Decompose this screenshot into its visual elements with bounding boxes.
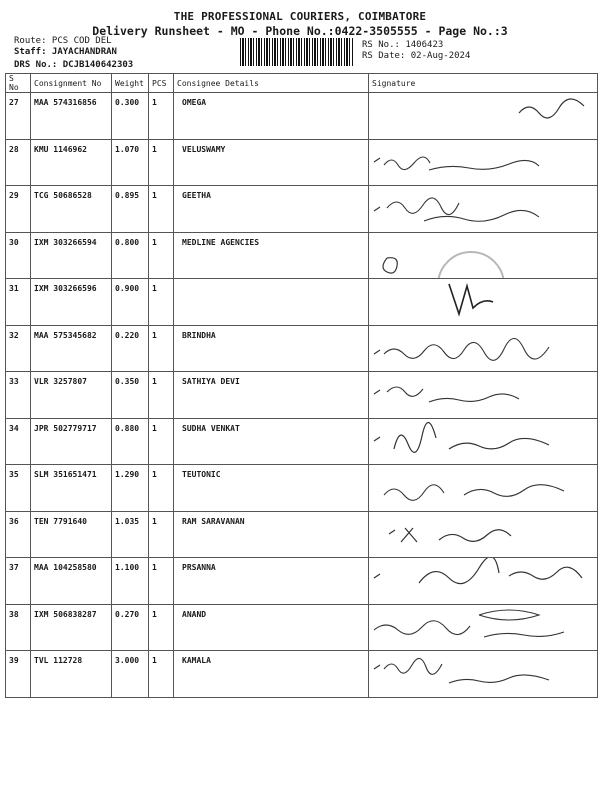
table-row — [6, 651, 598, 698]
table-row — [6, 93, 598, 140]
company-title: THE PROFESSIONAL COURIERS, COIMBATORE — [173, 10, 427, 23]
pcs: 1 — [149, 232, 174, 279]
signature-cell — [369, 558, 598, 605]
consignee: RAM SARAVANAN — [174, 511, 369, 558]
barcode — [240, 38, 354, 66]
signature-cell — [369, 186, 598, 233]
signature-scribble — [369, 465, 598, 510]
consignment-no: IXM 303266596 — [31, 279, 112, 326]
runsheet-subtitle: Delivery Runsheet - MO - Phone No.:0422-3505555 - Page No.:3 — [92, 24, 508, 38]
col-sno: S No — [6, 74, 31, 93]
col-consignee: Consignee Details — [174, 74, 369, 93]
consignment-no: TEN 7791640 — [31, 511, 112, 558]
sno: 31 — [6, 279, 31, 326]
pcs: 1 — [149, 93, 174, 140]
consignee: TEUTONIC — [174, 465, 369, 512]
weight: 1.290 — [112, 465, 149, 512]
weight: 0.350 — [112, 372, 149, 419]
consignee: MEDLINE AGENCIES — [174, 232, 369, 279]
signature-cell — [369, 279, 598, 326]
sno: 29 — [6, 186, 31, 233]
staff-label: Staff: JAYACHANDRAN — [14, 47, 117, 57]
signature-cell — [369, 465, 598, 512]
consignment-no: MAA 104258580 — [31, 558, 112, 605]
weight: 1.100 — [112, 558, 149, 605]
runsheet-table — [5, 73, 598, 698]
sno: 30 — [6, 232, 31, 279]
signature-cell — [369, 93, 598, 140]
sno: 33 — [6, 372, 31, 419]
consignee — [174, 279, 369, 326]
consignee: BRINDHA — [174, 325, 369, 372]
pcs: 1 — [149, 465, 174, 512]
consignment-no: IXM 506838287 — [31, 604, 112, 651]
consignee: OMEGA — [174, 93, 369, 140]
sno: 34 — [6, 418, 31, 465]
consignee: SUDHA VENKAT — [174, 418, 369, 465]
sno: 37 — [6, 558, 31, 605]
signature-cell — [369, 139, 598, 186]
signature-scribble — [369, 93, 598, 138]
route-label: Route: PCS COD DEL — [14, 36, 112, 46]
pcs: 1 — [149, 558, 174, 605]
sno: 38 — [6, 604, 31, 651]
col-pcs: PCS — [149, 74, 174, 93]
pcs: 1 — [149, 604, 174, 651]
signature-cell — [369, 325, 598, 372]
consignee: SATHIYA DEVI — [174, 372, 369, 419]
signature-cell — [369, 418, 598, 465]
consignment-no: TCG 50686528 — [31, 186, 112, 233]
signature-scribble — [369, 558, 598, 603]
signature-scribble — [369, 419, 598, 464]
table-row — [6, 465, 598, 512]
col-weight: Weight — [112, 74, 149, 93]
pcs: 1 — [149, 325, 174, 372]
table-row — [6, 279, 598, 326]
table-row — [6, 186, 598, 233]
consignment-no: MAA 574316856 — [31, 93, 112, 140]
signature-scribble — [369, 605, 598, 650]
drs-number: DRS No.: DCJB140642303 — [14, 60, 134, 70]
pcs: 1 — [149, 372, 174, 419]
consignment-no: SLM 351651471 — [31, 465, 112, 512]
sno: 32 — [6, 325, 31, 372]
weight: 1.035 — [112, 511, 149, 558]
weight: 0.270 — [112, 604, 149, 651]
table-header-row — [6, 74, 598, 93]
sno: 35 — [6, 465, 31, 512]
pcs: 1 — [149, 651, 174, 698]
weight: 1.070 — [112, 139, 149, 186]
col-signature: Signature — [369, 74, 598, 93]
rs-number: RS No.: 1406423 — [362, 40, 444, 50]
table-row — [6, 325, 598, 372]
pcs: 1 — [149, 511, 174, 558]
consignee: ANAND — [174, 604, 369, 651]
consignment-no: VLR 3257807 — [31, 372, 112, 419]
sno: 39 — [6, 651, 31, 698]
weight: 0.800 — [112, 232, 149, 279]
signature-scribble — [369, 279, 598, 324]
signature-cell — [369, 511, 598, 558]
sno: 36 — [6, 511, 31, 558]
signature-cell — [369, 604, 598, 651]
col-consignment: Consignment No — [31, 74, 112, 93]
table-row — [6, 139, 598, 186]
weight: 0.880 — [112, 418, 149, 465]
signature-cell — [369, 372, 598, 419]
pcs: 1 — [149, 279, 174, 326]
consignee: GEETHA — [174, 186, 369, 233]
consignment-no: MAA 575345682 — [31, 325, 112, 372]
pcs: 1 — [149, 186, 174, 233]
table-row — [6, 418, 598, 465]
signature-scribble — [369, 512, 598, 557]
signature-scribble — [369, 651, 598, 696]
table-row — [6, 232, 598, 279]
weight: 0.300 — [112, 93, 149, 140]
consignment-no: KMU 1146962 — [31, 139, 112, 186]
weight: 3.000 — [112, 651, 149, 698]
signature-scribble — [369, 326, 598, 371]
weight: 0.895 — [112, 186, 149, 233]
signature-cell — [369, 651, 598, 698]
table-row — [6, 558, 598, 605]
signature-scribble — [369, 186, 598, 231]
consignment-no: JPR 502779717 — [31, 418, 112, 465]
signature-cell — [369, 232, 598, 279]
consignee: VELUSWAMY — [174, 139, 369, 186]
consignee: PRSANNA — [174, 558, 369, 605]
consignment-no: TVL 112728 — [31, 651, 112, 698]
pcs: 1 — [149, 418, 174, 465]
sno: 27 — [6, 93, 31, 140]
table-row — [6, 511, 598, 558]
pcs: 1 — [149, 139, 174, 186]
consignment-no: IXM 303266594 — [31, 232, 112, 279]
table-row — [6, 604, 598, 651]
rs-date: RS Date: 02-Aug-2024 — [362, 51, 471, 61]
consignee: KAMALA — [174, 651, 369, 698]
signature-scribble — [369, 140, 598, 185]
table-row — [6, 372, 598, 419]
weight: 0.220 — [112, 325, 149, 372]
signature-scribble — [369, 372, 598, 417]
weight: 0.900 — [112, 279, 149, 326]
signature-scribble — [369, 233, 598, 278]
sno: 28 — [6, 139, 31, 186]
